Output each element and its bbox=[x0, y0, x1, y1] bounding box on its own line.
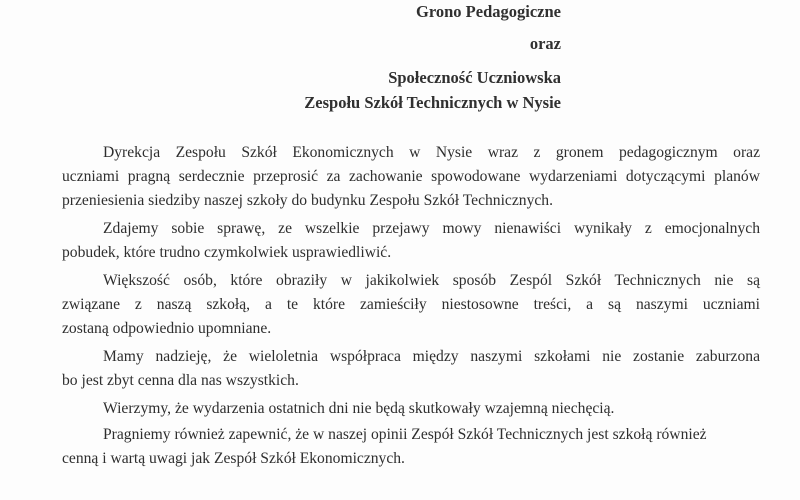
paragraph-belief bbox=[62, 397, 760, 421]
addressee-line-2: oraz bbox=[529, 34, 561, 53]
paragraph-cooperation bbox=[62, 345, 760, 393]
addressee-line-4: Zespołu Szkół Technicznych w Nysie bbox=[304, 93, 561, 112]
paragraph-line: Wierzymy, że wydarzenia ostatnich dni nie będą skutkowały wzajemną niechęcią. bbox=[103, 400, 615, 417]
paragraph-line: bo jest zbyt cenna dla nas wszystkich. bbox=[62, 372, 299, 389]
paragraph-line: Zdajemy sobie sprawę, ze wszelkie przejawy mowy nienawiści wynikały z emocjonalnych bbox=[103, 220, 760, 237]
paragraph-apology bbox=[62, 141, 760, 213]
addressee-line-3: Społeczność Uczniowska bbox=[388, 68, 561, 87]
paragraph-line: przeniesienia siedziby naszej szkoły do budynku Zespołu Szkół Technicznych. bbox=[62, 192, 553, 209]
paragraph-line: zostaną odpowiednio upomniane. bbox=[62, 320, 272, 337]
paragraph-assurance bbox=[62, 423, 760, 471]
letter-body bbox=[62, 141, 760, 499]
paragraph-line: cenną i wartą uwagi jak Zespół Szkół Ekonomicznych. bbox=[62, 450, 405, 467]
addressee-line-1: Grono Pedagogiczne bbox=[416, 2, 561, 21]
clipped-paragraph-line bbox=[62, 475, 760, 499]
paragraph-line: pobudek, które trudno czymkolwiek usprawiedliwić. bbox=[62, 244, 392, 261]
paragraph-line: Mamy nadzieję, że wieloletnia współpraca między naszymi szkołami nie zostanie zaburzona bbox=[103, 348, 760, 365]
paragraph-awareness bbox=[62, 217, 760, 265]
paragraph-line: Pragniemy również zapewnić, że w naszej opinii Zespół Szkół Technicznych jest szkołą również bbox=[103, 426, 707, 443]
paragraph-line: Dyrekcja Zespołu Szkół Ekonomicznych w Nysie wraz z gronem pedagogicznym oraz bbox=[103, 144, 760, 161]
paragraph-line: związane z naszą szkołą, a te które zamieściły niestosowne treści, a są naszymi uczniami bbox=[62, 296, 760, 313]
paragraph-line: Większość osób, które obraziły w jakikolwiek sposób Zespól Szkół Technicznych nie są bbox=[103, 272, 760, 289]
paragraph-clipped bbox=[62, 475, 760, 499]
paragraph-offenders bbox=[62, 269, 760, 341]
paragraph-line: uczniami pragną serdecznie przeprosić za zachowanie spowodowane wydarzeniami dotyczącymi planów bbox=[62, 168, 760, 185]
